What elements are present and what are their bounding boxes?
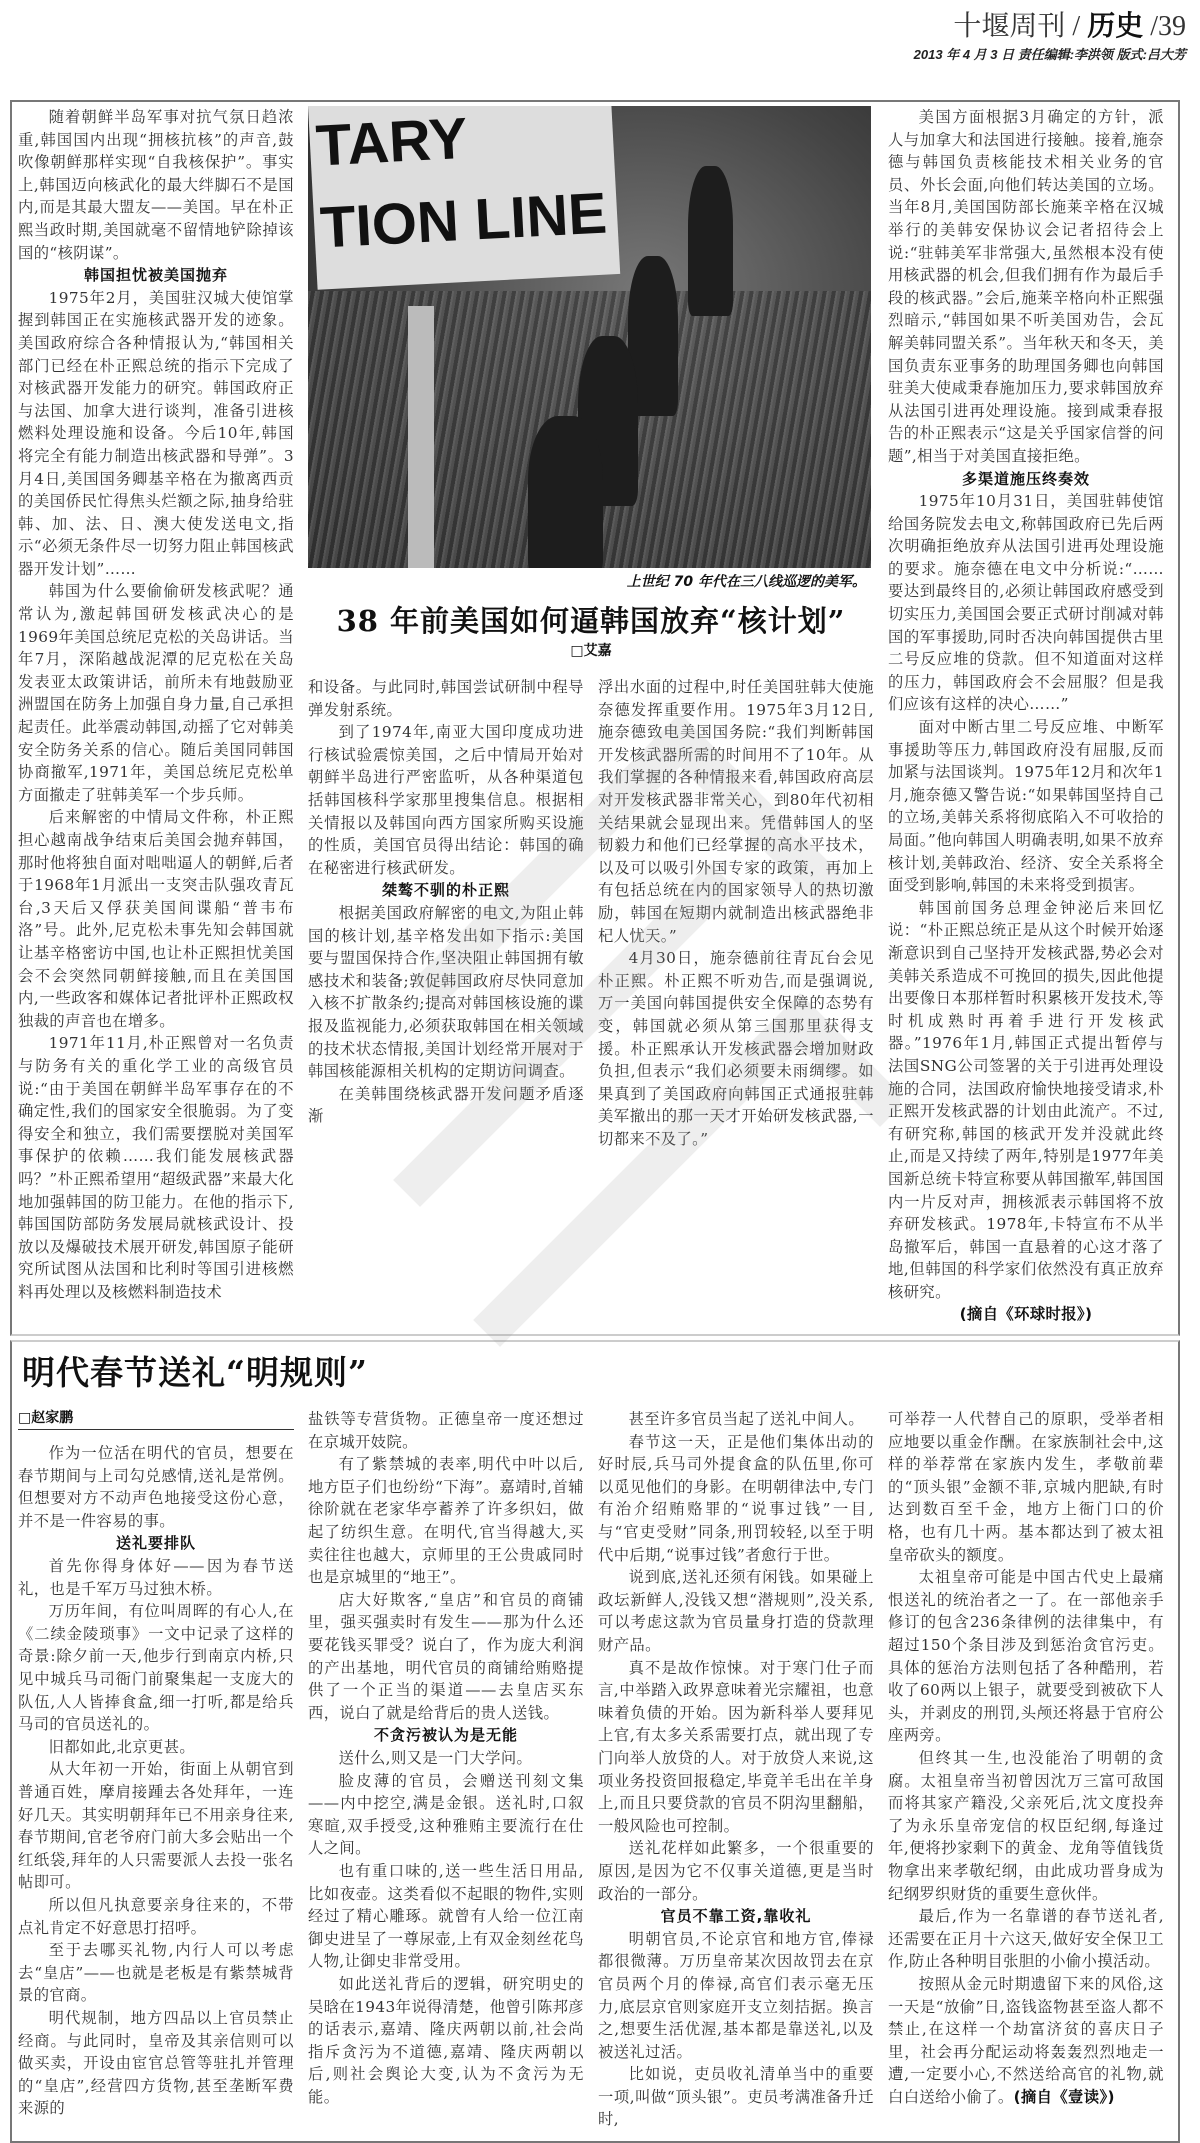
paragraph: 万历年间，有位叫周晖的有心人,在《二续金陵琐事》一文中记录了这样的奇景:除夕前一天,他步行到南京内桥,只见中城兵马司衙门前聚集起一支庞大的队伍,人人皆捧食盒,细一打听,都是给兵马司的官员送礼的。 bbox=[18, 1602, 294, 1734]
article-headline: 明代春节送礼“明规则” bbox=[22, 1353, 368, 1393]
subheading: 官员不靠工资,靠收礼 bbox=[660, 1907, 812, 1926]
paragraph: 所以但凡执意要亲身往来的，不带点礼肯定不好意思打招呼。 bbox=[18, 1895, 294, 1937]
subheading: 桀骜不驯的朴正熙 bbox=[381, 881, 510, 900]
paragraph: 1971年11月,朴正熙曾对一名负责与防务有关的重化学工业的高级官员说:“由于美国在朝鲜半岛军事存在的不确定性,我们的国家安全很脆弱。为了变得安全和独立，我们需要摆脱对美国军事保护的依赖……我们能发展核武器吗？”朴正熙希望用“超级武器”来最大化地加强韩国的防卫能力。在他的指示下,韩国国防部防务发展局就核武设计、投放以及爆破技术展开研发,韩国原子能研究所试图从法国和比利时等国引进核燃料再处理以及核燃料制造技术 bbox=[18, 1034, 294, 1301]
top-article-center bbox=[308, 106, 874, 1150]
page-number: /39 bbox=[1143, 11, 1186, 42]
paragraph: 从大年初一开始，街面上从朝官到普通百姓，摩肩接踵去各处拜年，一连好几天。其实明朝拜年已不用亲身往来,春节期间,官老爷府门前大多会贴出一个红纸袋,拜年的人只需要派人去投一张名帖即可。 bbox=[18, 1760, 294, 1892]
photo-sign-post bbox=[408, 306, 434, 568]
paragraph: 春节这一天，正是他们集体出动的好时辰,兵马司外提食盒的队伍里,你可以觅见他们的身影。在明朝律法中,专门有治介绍贿赂罪的“说事过钱”一目,与“官吏受财”同条,刑罚较轻,以至于明代中后期,“说事过钱”者愈行于世。 bbox=[598, 1432, 874, 1564]
paragraph: 在美韩围绕核武器开发问题矛盾逐渐 bbox=[308, 1084, 584, 1126]
top-article-column-1 bbox=[18, 106, 294, 1303]
paragraph: 店大好欺客,“皇店”和官员的商铺里，强买强卖时有发生——那为什么还要花钱买罪受？说白了，作为庞大利润的产出基地，明代官员的商铺给贿赂提供了一个正当的渠道——去皇店买东西，说白了就是给背后的贵人送钱。 bbox=[308, 1590, 584, 1722]
paragraph: 明代规制，地方四品以上官员禁止经商。与此同时，皇帝及其亲信则可以做买卖，开设由宦官总管等驻扎并管理的“皇店”,经营四方货物,甚至垄断军费来源的 bbox=[18, 2008, 294, 2118]
paragraph: 到了1974年,南亚大国印度成功进行核试验震惊美国，之后中情局开始对朝鲜半岛进行严密监听，从各种渠道包括韩国核科学家那里搜集信息。根据相关情报以及韩国向西方国家所购买设施的性质，美国官员得出结论：韩国的确在秘密进行核武研发。 bbox=[308, 723, 584, 877]
paragraph: 1975年10月31日，美国驻韩使馆给国务院发去电文,称韩国政府已先后两次明确拒绝放弃从法国引进再处理设施的要求。施奈德在电文中分析说:“……要达到最终目的,必须让韩国政府感受到切实压力,美国国会要正式研讨削减对韩国的军事援助,同时否决向韩国提供古里二号反应堆的贷款。但不知道面对这样的压力，韩国政府会不会屈服？但是我们应该有这样的决心……” bbox=[888, 492, 1164, 714]
paragraph: 盐铁等专营货物。正德皇帝一度还想过在京城开妓院。 bbox=[308, 1410, 584, 1451]
paragraph: 面对中断古里二号反应堆、中断军事援助等压力,韩国政府没有屈服,反而加紧与法国谈判。1975年12月和次年1月,施奈德又警告说:“如果韩国坚持自己的立场,美韩关系将彻底陷入不可收拾的局面。”他向韩国人明确表明,如果不放弃核计划,美韩政治、经济、安全关系将全面受到影响,韩国的未来将受到损害。 bbox=[888, 718, 1164, 895]
article-byline: □艾嘉 bbox=[570, 643, 612, 659]
paragraph: 1975年2月，美国驻汉城大使馆掌握到韩国正在实施核武器开发的迹象。美国政府综合各种情报认为,“韩国相关部门已经在朴正熙总统的指示下完成了对核武器开发能力的研究。韩国政府正与法国、加拿大进行谈判，准备引进核燃料处理设施和设备。今后10年,韩国将完全有能力制造出核武器和导弹”。3月4日,美国国务卿基辛格在为撤离西贡的美国侨民忙得焦头烂额之际,抽身给驻韩、加、法、日、澳大使发送电文,指示“必须无条件尽一切努力阻止韩国核武器开发计划”…… bbox=[18, 288, 294, 578]
source-line bbox=[888, 1303, 1164, 1326]
photo-soldier bbox=[528, 416, 603, 568]
paper-name: 十堰周刊 / bbox=[953, 11, 1088, 42]
paragraph: 美国方面根据3月确定的方针，派人与加拿大和法国进行接触。接着,施奈德与韩国负责核能技术相关业务的官员、外长会面,向他们转达美国的立场。当年8月,美国国防部长施莱辛格在汉城举行的美韩安保协议会记者招待会上说:“驻韩美军非常强大,虽然根本没有使用核武器的机会,但我们拥有作为最后手段的核武器。”会后,施莱辛格向朴正熙强烈暗示,“韩国如果不听美国劝告，会瓦解美韩同盟关系”。当年秋天和冬天，美国负责东亚事务的助理国务卿也向韩国驻美大使咸秉春施加压力,要求韩国放弃从法国引进再处理设施。接到咸秉春报告的朴正熙表示“这是关乎国家信誉的问题”,相当于对美国直接拒绝。 bbox=[888, 108, 1164, 465]
top-article-frame bbox=[10, 100, 1180, 1336]
paragraph bbox=[888, 1973, 1164, 2109]
paragraph: 也有重口味的,送一些生活日用品,比如夜壶。这类看似不起眼的物件,实则经过了精心雕琢。就曾有人给一位江南御史进呈了一尊尿壶,上有双金刻丝花鸟人物,让御史非常受用。 bbox=[308, 1861, 584, 1971]
photo-caption: 上世纪 70 年代在三八线巡逻的美军。 bbox=[626, 574, 866, 590]
paragraph: 真不是故作惊悚。对于寒门仕子而言,中举踏入政界意味着光宗耀祖，也意味着负债的开始。因为新科举人要拜见上官,有太多关系需要打点，就出现了专门向举人放贷的人。对于放贷人来说,这项业务投资回报稳定,毕竟羊毛出在羊身上,而且只要贷款的官员不阴沟里翻船，一般风险也可控制。 bbox=[598, 1658, 874, 1835]
paragraph: 4月30日，施奈德前往青瓦台会见朴正熙。朴正熙不听劝告,而是强调说,万一美国向韩国提供安全保障的态势有变，韩国就必须从第三国那里获得支援。朴正熙承认开发核武器会增加财政负担,但表示“我们必须要未雨绸缪。如果真到了美国政府向韩国正式通报驻韩美军撤出的那一天才开始研发核武器,一切都来不及了。” bbox=[598, 949, 874, 1148]
paragraph: 有了紫禁城的表率,明代中叶以后,地方臣子们也纷纷“下海”。嘉靖时,首辅徐阶就在老家华亭蓄养了许多织妇，做起了纺织生意。在明代,官当得越大,买卖往往也越大，京师里的王公贵戚同时也是京城里的“地王”。 bbox=[308, 1455, 584, 1587]
top-article-lower-columns bbox=[308, 676, 874, 1150]
top-article-column-4 bbox=[888, 106, 1164, 1326]
bottom-article-column-2 bbox=[308, 1408, 584, 2108]
bottom-article-column-1 bbox=[18, 1408, 294, 2120]
paragraph: 甚至许多官员当起了送礼中间人。 bbox=[628, 1410, 865, 1429]
subheading: 韩国担忧被美国抛弃 bbox=[83, 266, 228, 285]
page-header bbox=[0, 0, 1200, 100]
paragraph: 韩国为什么要偷偷研发核武呢？通常认为,激起韩国研发核武决心的是1969年美国总统尼克松的关岛讲话。当年7月，深陷越战泥潭的尼克松在关岛发表亚太政策讲话，前所未有地鼓励亚洲盟国在防务上加强自身力量,自己承担起责任。此举震动韩国,动摇了它对韩美安全防务关系的信心。随后美国同韩国协商撤军,1971年，美国总统尼克松单方面撤走了驻韩美军一个步兵师。 bbox=[18, 582, 294, 804]
paragraph: 和设备。与此同时,韩国尝试研制中程导弹发射系统。 bbox=[308, 678, 584, 719]
photo-sign: TARY TION LINE bbox=[308, 106, 620, 290]
paragraph: 如此送礼背后的逻辑，研究明史的吴晗在1943年说得清楚，他曾引陈邦彦的话表示,嘉靖、隆庆两朝以前,社会尚指斥贪污为不道德,嘉靖、隆庆两朝以后,则社会舆论大变,认为不贪污为无能。 bbox=[308, 1974, 584, 2106]
bottom-article-frame bbox=[10, 1340, 1180, 2143]
paragraph: 浮出水面的过程中,时任美国驻韩大使施奈德发挥重要作用。1975年3月12日,施奈德致电美国国务院:“我们判断韩国开发核武器所需的时间用不了10年。从我们掌握的各种情报来看,韩国政府高层对开发核武器非常关心，到80年代初相关结果就会显现出来。凭借韩国人的坚韧毅力和他们已经掌握的高水平技术，以及可以吸引外国专家的政策，再加上有包括总统在内的国家领导人的热切激励，韩国在短期内就制造出核武器绝非杞人忧天。” bbox=[598, 678, 874, 945]
subheading: 多渠道施压终奏效 bbox=[961, 469, 1090, 488]
paragraph: 旧都如此,北京更甚。 bbox=[48, 1737, 196, 1756]
paragraph: 韩国前国务总理金钟泌后来回忆说：“朴正熙总统正是从这个时候开始逐渐意识到自己坚持开发核武器,势必会对美韩关系造成不可挽回的损失,因此他提出要像日本那样暂时积累核开发技术,等时机成熟时再着手进行开发核武器。”1976年1月,韩国正式提出暂停与法国SNG公司签署的关于引进再处理设施的合同，法国政府愉快地接受请求,朴正熙开发核武器的计划由此流产。不过,有研究称,韩国的核武开发并没就此终止,而是又持续了两年,特别是1977年美国新总统卡特宣称要从韩国撤军,韩国国内一片反对声，拥核派表示韩国将不放弃研发核武。1978年,卡特宣布不从半岛撤军后，韩国一直悬着的心这才落了地,但韩国的科学家们依然没有真正放弃核研究。 bbox=[888, 898, 1164, 1301]
bottom-article-columns bbox=[18, 1408, 1172, 2131]
section-name: 历史 bbox=[1087, 11, 1144, 42]
article-headline: 38 年前美国如何逼韩国放弃“核计划” bbox=[336, 604, 846, 638]
paragraph: 明朝官员,不论京官和地方官,俸禄都很微薄。万历皇帝某次因故罚去在京官员两个月的俸禄,高官们表示毫无压力,底层京官则家庭开支立刻拮据。换言之,想要生活优渥,基本都是靠送礼,以及被送礼过活。 bbox=[598, 1929, 874, 2061]
issue-meta: 2013 年 4 月 3 日 责任编辑:李洪领 版式:吕大芳 bbox=[913, 47, 1186, 62]
paragraph: 可举荐一人代替自己的原职，受举者相应地要以重金作酬。在家族制社会中,这样的举荐常在家族内发生，孝敬前辈的“顶头银”金额不菲,京城内肥缺,有时达到数百至千金，地方上衙门口的价格，也有几十两。基本都达到了被太祖皇帝砍头的额度。 bbox=[888, 1410, 1164, 1564]
paragraph: 随着朝鲜半岛军事对抗气氛日趋浓重,韩国国内出现“拥核抗核”的声音,鼓吹像朝鲜那样实现“自我核保护”。事实上,韩国迈向核武化的最大绊脚石不是国内,而是其最大盟友——美国。早在朴正熙当政时期,美国就毫不留情地铲除掉该国的“核阴谋”。 bbox=[18, 108, 294, 262]
paragraph: 首先你得身体好——因为春节送礼，也是千军万马过独木桥。 bbox=[18, 1557, 294, 1598]
top-article-column-3 bbox=[598, 676, 874, 1150]
photo-soldier bbox=[688, 166, 733, 316]
paragraph: 脸皮薄的官员，会赠送刊刻文集——内中挖空,满是金银。送礼时,口叙寒暄,双手授受,这种雅贿主要流行在仕人之间。 bbox=[308, 1771, 584, 1858]
paragraph: 比如说，吏员收礼清单当中的重要一项,叫做“顶头银”。吏员考满准备升迁时, bbox=[598, 2065, 874, 2129]
article-byline: □赵家鹏 bbox=[18, 1408, 294, 1430]
source-credit: (摘自《壹读》) bbox=[1013, 2087, 1115, 2106]
paragraph: 送礼花样如此繁多，一个很重要的原因,是因为它不仅事关道德,更是当时政治的一部分。 bbox=[598, 1839, 874, 1903]
article-photo bbox=[308, 106, 871, 568]
paragraph: 最后,作为一名靠谱的春节送礼者,还需要在正月十六这天,做好安全保卫工作,防止各种明目张胆的小偷小摸活动。 bbox=[888, 1907, 1164, 1971]
paragraph: 作为一位活在明代的官员，想要在春节期间与上司勾兑感情,送礼是常例。但想要对方不动声色地接受这份心意，并不是一件容易的事。 bbox=[18, 1444, 294, 1530]
source-credit: (摘自《环球时报》) bbox=[959, 1305, 1093, 1324]
bottom-article-column-4 bbox=[888, 1408, 1164, 2108]
subheading: 不贪污被认为是无能 bbox=[373, 1726, 518, 1745]
top-article-column-2 bbox=[308, 676, 584, 1150]
subheading: 送礼要排队 bbox=[115, 1534, 196, 1553]
paragraph: 说到底,送礼还须有闲钱。如果碰上政坛新鲜人,没钱又想“潜规则”,没关系,可以考虑这款为官员量身打造的贷款理财产品。 bbox=[598, 1568, 874, 1654]
paragraph: 送什么,则又是一门大学问。 bbox=[338, 1748, 533, 1767]
paragraph: 但终其一生,也没能治了明朝的贪腐。太祖皇帝当初曾因沈万三富可敌国而将其家产籍没,父亲死后,沈文度投奔了为永乐皇帝宠信的权臣纪纲,每逢过年,便将抄家剩下的黄金、龙角等值钱货物拿出来孝敬纪纲，由此成功晋身成为纪纲罗织财货的重要生意伙伴。 bbox=[888, 1748, 1164, 1903]
paragraph-text: 按照从金元时期遗留下来的风俗,这一天是“放偷”日,盗钱盗物甚至盗人都不禁止,在这样一个劫富济贫的喜庆日子里，社会再分配运动将轰轰烈烈地走一遭,一定要小心,不然送给高官的礼物,就白白送给小偷了。 bbox=[888, 1974, 1164, 2106]
masthead bbox=[953, 4, 1186, 44]
paragraph: 根据美国政府解密的电文,为阻止韩国的核计划,基辛格发出如下指示:美国要与盟国保持合作,坚决阻止韩国拥有敏感技术和装备;敦促韩国政府尽快同意加入核不扩散条约;提高对韩国核设施的谍报及监视能力,必须获取韩国在相关领域的技术状态情报,美国计划经常开展对于韩国核能源相关机构的定期访问调查。 bbox=[308, 903, 584, 1081]
paragraph: 后来解密的中情局文件称，朴正熙担心越南战争结束后美国会抛弃韩国，那时他将独自面对咄咄逼人的朝鲜,后者于1968年1月派出一支突击队强攻青瓦台,3天后又俘获美国间谍船“普韦布洛”号。此外,尼克松未事先知会韩国就让基辛格密访中国,也让朴正熙担忧美国会不会突然同朝鲜接触,而且在美国国内,一些政客和媒体记者批评朴正熙政权独裁的声音也在增多。 bbox=[18, 808, 294, 1030]
paragraph: 至于去哪买礼物,内行人可以考虑去“皇店”——也就是老板是有紫禁城背景的官商。 bbox=[18, 1941, 294, 2005]
bottom-article-column-3 bbox=[598, 1408, 874, 2131]
paragraph: 太祖皇帝可能是中国古代史上最痛恨送礼的统治者之一了。在一部他亲手修订的包含236条律例的法律集中，有超过150个条目涉及到惩治贪官污吏。具体的惩治方法则包括了各种酷刑，若收了60两以上银子，就要受到被砍下人头，并剥皮的刑罚,头颅还将悬于官府公座两旁。 bbox=[888, 1568, 1164, 1745]
